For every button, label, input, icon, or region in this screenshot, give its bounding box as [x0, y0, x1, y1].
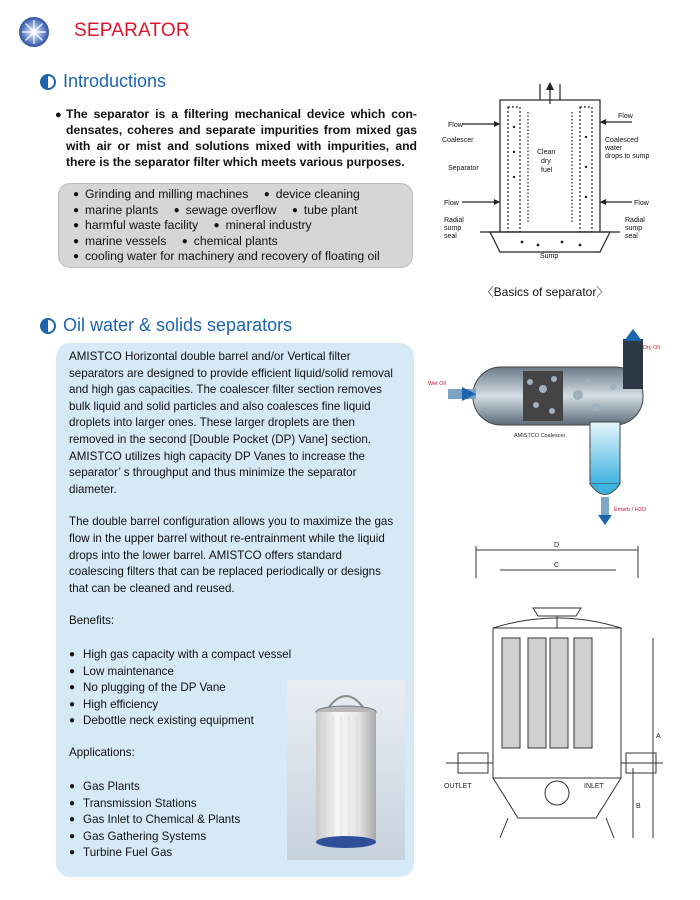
label-inlet: INLET [584, 783, 604, 790]
list-item: ● Transmission Stations [69, 796, 197, 810]
applications-label: Applications: [69, 746, 135, 759]
diagram-caption: 〈Basics of separator〉 [481, 285, 609, 299]
label-radial: Radial [444, 217, 464, 224]
label-wet-oil: Wet Oil [428, 381, 446, 387]
app-item: marine plants [85, 202, 159, 217]
list-item: ● Debottle neck existing equipment [69, 714, 254, 728]
label-flow: Flow [444, 200, 459, 207]
label-drops: drops to sump [605, 153, 650, 160]
intro-text: The separator is a filtering mechanical device which con-densates, coheres and separate impurities from mixed gas with air or mist and solutions mixed with impurities, and there is the separator filter which meets various purposes. [66, 107, 417, 169]
list-item: ● Low maintenance [69, 664, 174, 678]
benefits-list [69, 647, 291, 730]
label-separator: Separator [448, 165, 479, 172]
heading-text: Oil water & solids separators [63, 315, 293, 335]
filter-cartridge-image [287, 680, 405, 860]
label-sump-bottom: Sump [540, 253, 559, 260]
app-item: device cleaning [275, 187, 360, 201]
separator-basics-diagram [440, 82, 655, 277]
label-flow: Flow [634, 200, 649, 207]
list-item: ● High efficiency [69, 697, 159, 711]
dim-b: B [636, 803, 641, 810]
app-item: Grinding and milling machines [85, 187, 249, 201]
label-sump: sump [625, 225, 643, 232]
label-fuel: fuel [541, 167, 553, 174]
paragraph: AMISTCO Horizontal double barrel and/or Vertical filter separators are designed to provide efficient liquid/solid removal and high gas capacities. The coalescer filter section removes bulk liquid and solid particles and also coalesces fine liquid droplets into larger ones. These larger droplets are then removed in the second [Double Pocket (DP) Vane] section. AMISTCO utilizes high capacity DP Vanes to increase the separator’ s throughput and thus minimize the separator diameter. [69, 350, 393, 496]
dim-c: C [554, 562, 560, 569]
label-flow: Flow [448, 122, 463, 129]
list-item: ● Gas Plants [69, 780, 140, 793]
apps-row: ● marine vessels ● chemical plants [73, 233, 278, 248]
apps-row: ● marine plants ● sewage overflow ● tube plant [73, 202, 358, 217]
heading-text: Introductions [63, 71, 167, 91]
app-item: chemical plants [193, 233, 278, 248]
label-dry: dry [541, 158, 551, 165]
apps-row: ● harmful waste facility ● mineral industry [73, 218, 312, 233]
label-clean: Clean [537, 149, 556, 156]
label-coalescer: AMISTCO Coalescer [514, 433, 566, 439]
app-item: mineral industry [225, 218, 312, 233]
dim-a: A [656, 733, 661, 740]
label-outlet: Emerb / H2O [614, 507, 647, 513]
label-coalesced: Coalesced [605, 137, 639, 144]
list-item: ● Gas Inlet to Chemical & Plants [69, 813, 241, 827]
applications-box [58, 183, 413, 268]
list-item: ● Turbine Fuel Gas [69, 846, 173, 860]
label-outlet: OUTLET [444, 783, 472, 790]
section-heading-introductions [40, 71, 166, 92]
label-seal: seal [625, 233, 638, 240]
half-circle-icon [40, 74, 56, 90]
app-item: tube plant [303, 202, 358, 217]
dim-d: D [554, 542, 560, 549]
label-water: water [605, 145, 623, 152]
snowflake-burst-icon [18, 16, 50, 48]
apps-row: ● cooling water for machinery and recovery of floating oil [73, 249, 380, 264]
page-title: SEPARATOR [74, 20, 190, 41]
label-seal: seal [444, 233, 457, 240]
benefits-label: Benefits: [69, 614, 115, 627]
applications-list [69, 779, 240, 862]
vertical-separator-drawing [438, 538, 670, 858]
label-dry-oil: Dry Oil [643, 345, 660, 351]
paragraph: The double barrel configuration allows you to maximize the gas flow in the upper barrel without re-entrainment while the liquid drops into the lower barrel. AMISTCO offers standard coalescing filters that can be replaced periodically or designs that can be cleaned and reused. [69, 515, 394, 595]
body-text [69, 349, 399, 597]
list-item: ● Gas Gathering Systems [69, 829, 207, 843]
half-circle-icon [40, 318, 56, 334]
label-flow: Flow [618, 113, 633, 120]
app-item: sewage overflow [185, 202, 277, 217]
section-heading-oil-water [40, 315, 292, 336]
label-sump: sump [444, 225, 462, 232]
app-item: marine vessels [85, 233, 167, 248]
label-radial: Radial [625, 217, 645, 224]
list-item: ● High gas capacity with a compact vessel [69, 648, 292, 661]
horizontal-separator-diagram [428, 327, 668, 529]
app-item: cooling water for machinery and recovery of floating oil [85, 249, 380, 264]
app-item: harmful waste facility [85, 218, 199, 233]
list-item: ● No plugging of the DP Vane [69, 681, 226, 695]
apps-row: ● Grinding and milling machines ● device cleaning [73, 187, 360, 201]
intro-paragraph [55, 106, 417, 170]
bullet-icon: ● [55, 109, 62, 121]
label-coalescer: Coalescer [442, 137, 474, 144]
